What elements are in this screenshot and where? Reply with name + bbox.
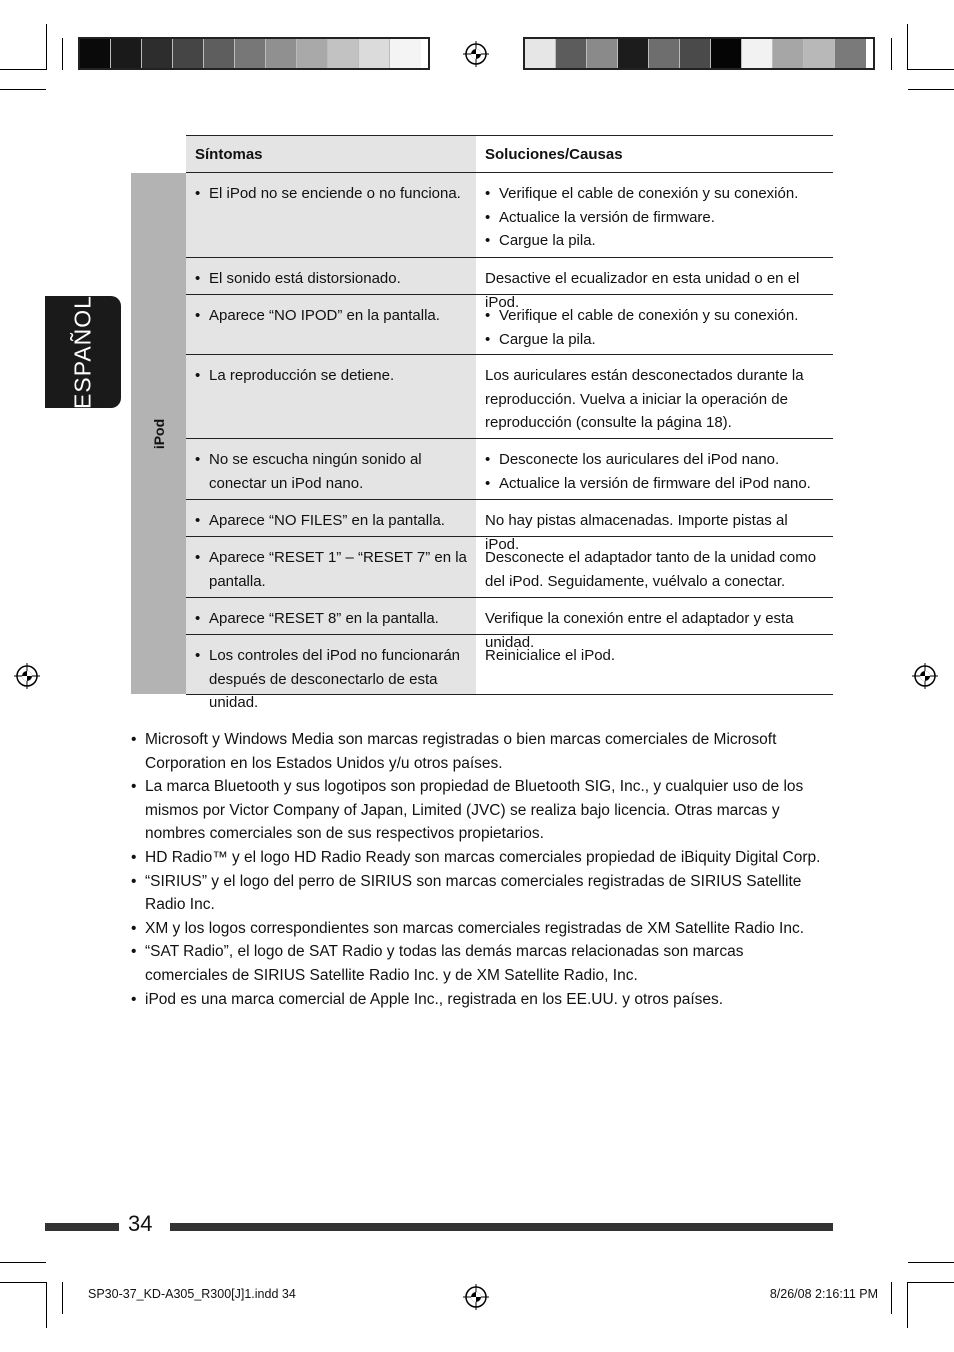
symptom-text: • Aparece “RESET 1” – “RESET 7” en la pantalla. bbox=[195, 546, 470, 593]
table-header bbox=[186, 136, 833, 173]
symptom-text: • Los controles del iPod no funcionarán después de desconectarlo de esta unidad. bbox=[195, 644, 470, 715]
table-row bbox=[186, 598, 833, 651]
symptom-cell bbox=[186, 537, 476, 597]
solution-cell bbox=[476, 500, 833, 553]
color-swatch bbox=[742, 39, 773, 68]
color-swatch bbox=[773, 39, 804, 68]
symptom-text: • No se escucha ningún sonido al conectar un iPod nano. bbox=[195, 448, 470, 495]
color-swatch bbox=[297, 39, 328, 68]
color-swatch bbox=[680, 39, 711, 68]
color-swatch bbox=[173, 39, 204, 68]
solution-item: • Actualice la versión de firmware del iPod nano. bbox=[485, 472, 825, 496]
troubleshooting-table bbox=[186, 135, 833, 711]
solution-cell bbox=[476, 173, 833, 257]
trademark-note: • XM y los logos correspondientes son marcas comerciales registradas de XM Satellite Radio Inc. bbox=[131, 917, 821, 941]
page-number: 34 bbox=[128, 1211, 153, 1236]
solution-cell bbox=[476, 258, 833, 311]
table-row bbox=[186, 355, 833, 439]
table-row bbox=[186, 439, 833, 500]
symptom-cell bbox=[186, 355, 476, 438]
solution-cell bbox=[476, 635, 833, 694]
date-slug: 8/26/08 2:16:11 PM bbox=[769, 1287, 878, 1301]
table-row bbox=[186, 500, 833, 553]
solution-text: Desconecte el adaptador tanto de la unidad como del iPod. Seguidamente, vuélvalo a conectar. bbox=[485, 549, 817, 590]
solution-item: • Desconecte los auriculares del iPod nano. bbox=[485, 448, 825, 472]
table-row bbox=[186, 635, 833, 711]
symptom-cell bbox=[186, 295, 476, 354]
trademark-note: • “SAT Radio”, el logo de SAT Radio y todas las demás marcas relacionadas son marcas comerciales de SIRIUS Satellite Radio Inc. y de XM Satellite Radio, Inc. bbox=[131, 940, 821, 987]
solution-item: • Cargue la pila. bbox=[485, 229, 825, 253]
trademark-note: • La marca Bluetooth y sus logotipos son propiedad de Bluetooth SIG, Inc., y cualquier uso de los mismos por Victor Company of Japan, Limited (JVC) se realiza bajo licencia. Otras marcas y nombres comerciales son de sus respectivos propietarios. bbox=[131, 775, 821, 846]
color-swatch bbox=[556, 39, 587, 68]
table-section-band bbox=[131, 173, 186, 694]
solution-item: • Verifique el cable de conexión y su conexión. bbox=[485, 182, 825, 206]
trademark-note: • Microsoft y Windows Media son marcas registradas o bien marcas comerciales de Microsoft Corporation en los Estados Unidos y/u otros países. bbox=[131, 728, 821, 775]
color-swatch bbox=[266, 39, 297, 68]
solution-text: Los auriculares están desconectados durante la reproducción. Vuelva a iniciar la operación de reproducción (consulte la página 18). bbox=[485, 367, 804, 431]
column-header-symptoms: Síntomas bbox=[186, 136, 476, 172]
color-swatch bbox=[649, 39, 680, 68]
solution-text: Verifique la conexión entre el adaptador y esta unidad. bbox=[485, 610, 794, 651]
symptom-cell bbox=[186, 439, 476, 499]
color-swatch bbox=[80, 39, 111, 68]
symptom-cell bbox=[186, 635, 476, 711]
registration-mark-icon bbox=[14, 663, 40, 689]
table-section-label: iPod bbox=[150, 418, 167, 449]
symptom-text: • Aparece “RESET 8” en la pantalla. bbox=[195, 607, 470, 631]
file-slug: SP30-37_KD-A305_R300[J]1.indd 34 bbox=[88, 1287, 296, 1301]
trademark-note: • HD Radio™ y el logo HD Radio Ready son marcas comerciales propiedad de iBiquity Digital Corp. bbox=[131, 846, 821, 870]
color-swatch bbox=[804, 39, 835, 68]
color-swatch bbox=[142, 39, 173, 68]
registration-mark-icon bbox=[463, 1284, 489, 1310]
trademark-note: • “SIRIUS” y el logo del perro de SIRIUS son marcas comerciales registradas de SIRIUS Satellite Radio Inc. bbox=[131, 870, 821, 917]
symptom-cell bbox=[186, 258, 476, 294]
color-swatch bbox=[235, 39, 266, 68]
column-header-solutions: Soluciones/Causas bbox=[485, 146, 623, 163]
symptom-cell bbox=[186, 598, 476, 634]
color-swatch bbox=[618, 39, 649, 68]
solution-cell bbox=[476, 598, 833, 651]
color-swatch bbox=[390, 39, 421, 68]
language-tab-label: ESPAÑOL bbox=[69, 295, 96, 409]
solution-cell bbox=[476, 537, 833, 597]
language-tab bbox=[45, 296, 121, 408]
page-rule-left bbox=[45, 1223, 119, 1231]
solution-item: • Actualice la versión de firmware. bbox=[485, 206, 825, 230]
solution-text: Reinicialice el iPod. bbox=[485, 647, 616, 664]
page-rule-right bbox=[170, 1223, 833, 1231]
trademark-notes bbox=[131, 728, 821, 1011]
solution-text: No hay pistas almacenadas. Importe pistas al iPod. bbox=[485, 512, 788, 553]
solution-item: • Verifique el cable de conexión y su conexión. bbox=[485, 304, 825, 328]
solution-cell bbox=[476, 355, 833, 438]
symptom-text: • Aparece “NO FILES” en la pantalla. bbox=[195, 509, 470, 533]
solution-cell bbox=[476, 439, 833, 499]
symptom-cell bbox=[186, 173, 476, 257]
symptom-cell bbox=[186, 500, 476, 536]
symptom-text: • Aparece “NO IPOD” en la pantalla. bbox=[195, 304, 470, 328]
solution-text: Desactive el ecualizador en esta unidad o en el iPod. bbox=[485, 270, 800, 311]
color-swatch bbox=[587, 39, 618, 68]
table-row bbox=[186, 537, 833, 598]
table-row bbox=[186, 295, 833, 355]
color-swatch bbox=[328, 39, 359, 68]
symptom-text: • El sonido está distorsionado. bbox=[195, 267, 470, 291]
symptom-text: • La reproducción se detiene. bbox=[195, 364, 470, 388]
color-swatch bbox=[525, 39, 556, 68]
color-calibration-bar-right bbox=[523, 37, 875, 70]
table-row bbox=[186, 258, 833, 311]
color-swatch bbox=[359, 39, 390, 68]
solution-cell bbox=[476, 295, 833, 354]
solution-item: • Cargue la pila. bbox=[485, 328, 825, 352]
trademark-note: • iPod es una marca comercial de Apple Inc., registrada en los EE.UU. y otros países. bbox=[131, 988, 821, 1012]
color-swatch bbox=[711, 39, 742, 68]
color-swatch bbox=[204, 39, 235, 68]
table-row bbox=[186, 173, 833, 258]
registration-mark-icon bbox=[463, 41, 489, 67]
registration-mark-icon bbox=[912, 663, 938, 689]
symptom-text: • El iPod no se enciende o no funciona. bbox=[195, 182, 470, 206]
color-calibration-bar-left bbox=[78, 37, 430, 70]
color-swatch bbox=[835, 39, 866, 68]
color-swatch bbox=[111, 39, 142, 68]
